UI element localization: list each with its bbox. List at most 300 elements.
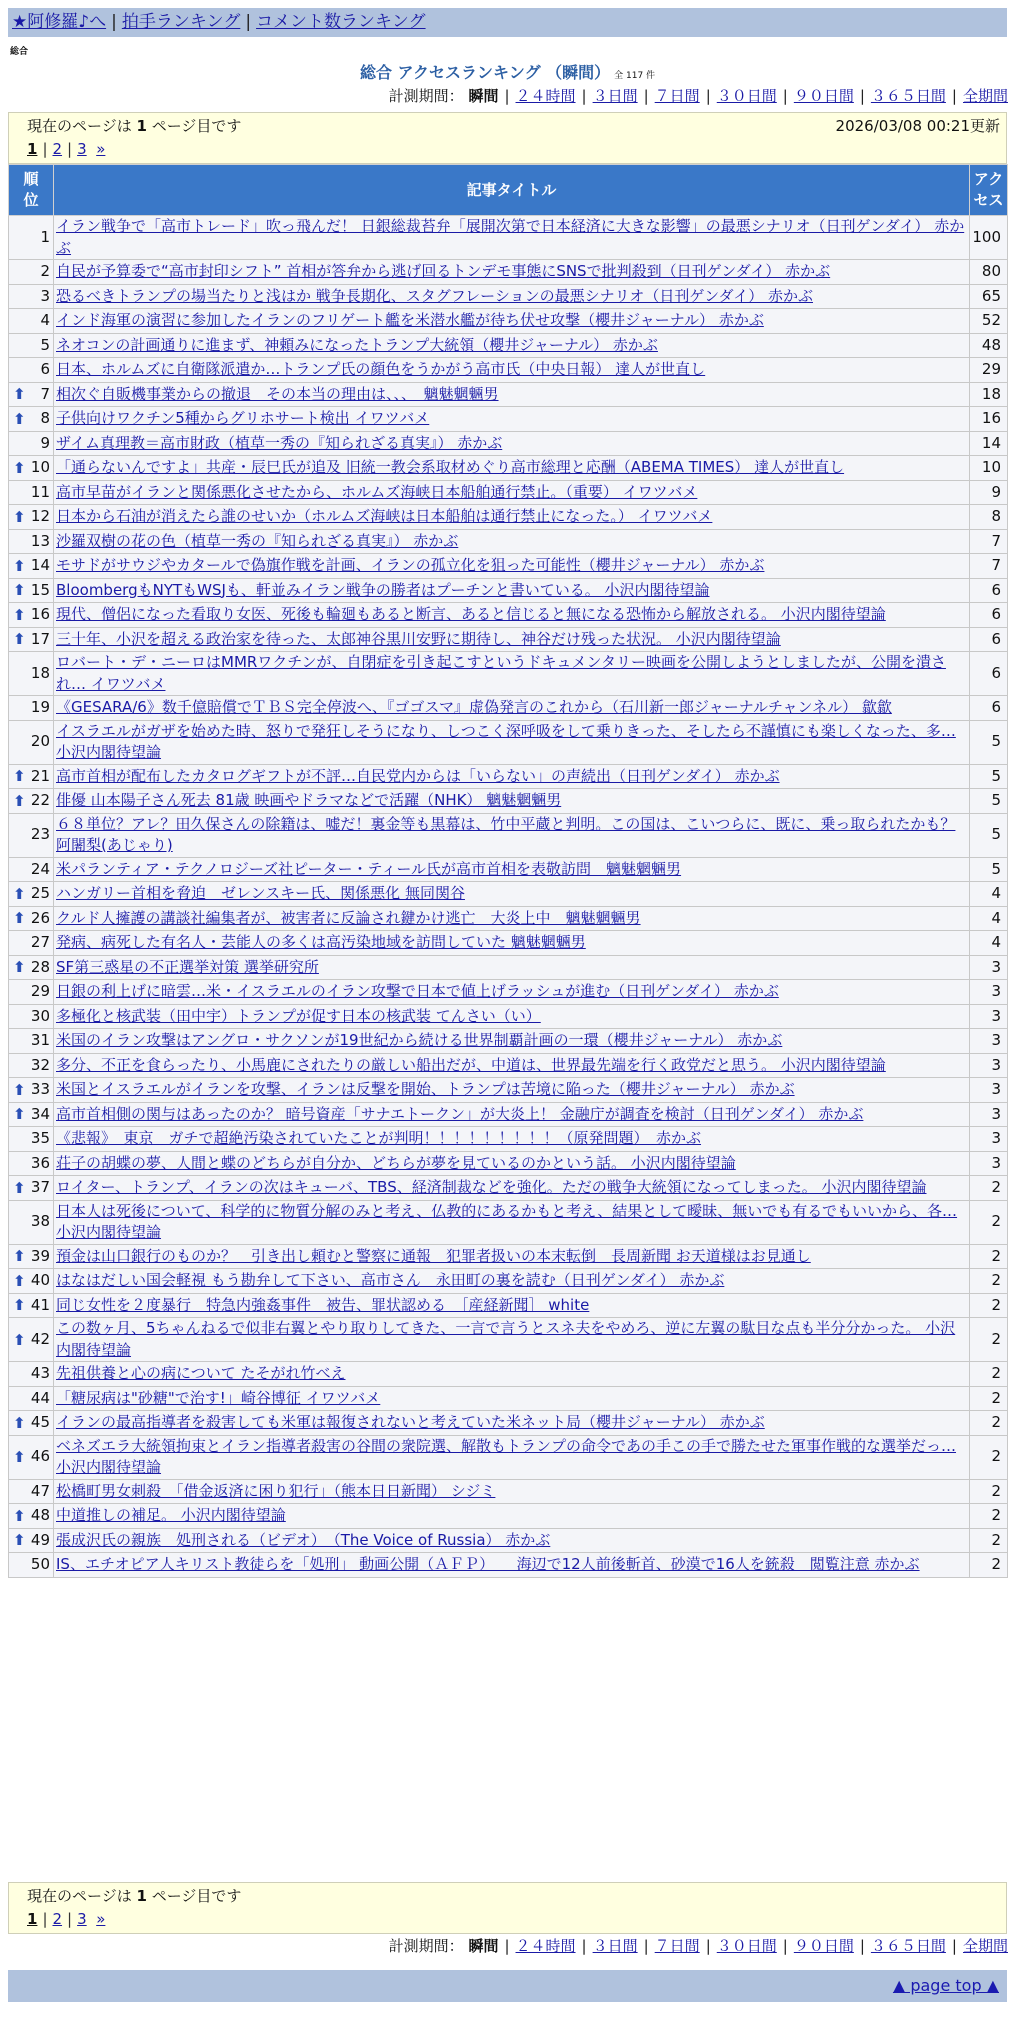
table-row	[9, 696, 1008, 721]
access-count: 2	[970, 1386, 1008, 1411]
rank-up-arrow-icon: ⬆	[13, 909, 26, 928]
access-count: 2	[970, 1411, 1008, 1436]
rank-number: 4	[40, 311, 50, 329]
title-cell	[54, 529, 970, 554]
article-title-link[interactable]: 中道推しの補足。 小沢内閣待望論	[56, 1506, 286, 1524]
title-cell	[54, 554, 970, 579]
access-count: 4	[970, 906, 1008, 931]
access-count: 3	[970, 1004, 1008, 1029]
access-count: 2	[970, 1553, 1008, 1578]
rank-number: 19	[30, 698, 50, 716]
table-row	[9, 1479, 1008, 1504]
rank-cell	[9, 1553, 54, 1578]
rank-cell	[9, 980, 54, 1005]
home-link[interactable]: ★阿修羅♪へ	[12, 12, 107, 32]
title-cell	[54, 1029, 970, 1054]
rank-number: 39	[30, 1246, 50, 1265]
period-link-90d[interactable]: ９０日間	[793, 1937, 854, 1955]
rank-up-arrow-icon: ⬆	[13, 630, 26, 649]
page-link-3[interactable]: 3	[77, 140, 87, 158]
rank-up-arrow-icon: ⬆	[13, 1178, 26, 1197]
table-header-row	[9, 165, 1008, 216]
article-title-link[interactable]: ６８単位？アレ？田久保さんの除籍は、嘘だ！裏金等も黒幕は、竹中平蔵と判明。この国は、こいつらに、既に、乗っ取られたかも？ 阿闍梨(あじゃり)	[56, 814, 956, 854]
rank-number: 46	[30, 1447, 50, 1466]
article-title-link[interactable]: 張成沢氏の親族 処刑される（ビデオ） （The Voice of Russia） 赤かぶ	[56, 1530, 551, 1549]
rank-number: 3	[40, 286, 50, 305]
rank-cell	[9, 1528, 54, 1553]
rank-cell	[9, 1244, 54, 1269]
article-title-link[interactable]: IS、エチオピア人キリスト教徒らを「処刑」 動画公開（ＡＦＰ） 海辺で12人前後斬首、砂漠で16人を銃殺 閲覧注意 赤かぶ	[56, 1555, 920, 1573]
article-title-link[interactable]: 同じ女性を２度暴行 特急内強姦事件 被告、罪状認める ［産経新聞］ white	[56, 1295, 590, 1314]
ranking-body	[9, 216, 1008, 1578]
rank-cell	[9, 1479, 54, 1504]
rank-number: 25	[30, 884, 50, 902]
title-cell	[54, 1386, 970, 1411]
rank-number: 42	[30, 1329, 50, 1348]
rank-number: 28	[30, 957, 50, 976]
access-count: 6	[970, 696, 1008, 721]
title-cell	[54, 764, 970, 789]
access-count: 52	[970, 309, 1008, 334]
title-cell	[54, 1269, 970, 1294]
title-cell	[54, 931, 970, 956]
article-title-link[interactable]: 多極化と核武装（田中宇）トランプが促す日本の核武装 てんさい（い）	[56, 1006, 541, 1025]
period-current: 瞬間	[468, 87, 499, 105]
rank-number: 18	[30, 663, 50, 682]
page-current: 1	[27, 1910, 38, 1928]
rank-cell	[9, 309, 54, 334]
table-row	[9, 284, 1008, 309]
period-label: 計測期間：	[388, 1937, 464, 1955]
access-count: 5	[970, 720, 1008, 764]
rank-cell	[9, 529, 54, 554]
article-title-link[interactable]: SF第三惑星の不正選挙対策 選挙研究所	[56, 957, 319, 976]
article-title-link[interactable]: 多分、不正を食らったり、小馬鹿にされたりの厳しい船出だが、中道は、世界最先端を行く政党だと思う。 小沢内閣待望論	[56, 1055, 886, 1074]
access-count: 6	[970, 627, 1008, 652]
title-cell	[54, 505, 970, 530]
rank-cell	[9, 906, 54, 931]
rank-up-arrow-icon: ⬆	[13, 409, 26, 428]
article-title-link[interactable]: 発病、病死した有名人・芸能人の多くは高汚染地域を訪問していた 魑魅魍魎男	[56, 933, 586, 951]
current-page-text: 現在のページは 1 ページ目です	[27, 117, 242, 135]
title-cell	[54, 284, 970, 309]
table-row	[9, 1269, 1008, 1294]
page-link-3[interactable]: 3	[77, 1910, 87, 1928]
rank-cell	[9, 1411, 54, 1436]
title-cell	[54, 1435, 970, 1479]
rank-cell	[9, 696, 54, 721]
rank-number: 7	[40, 384, 50, 403]
rank-number: 20	[30, 732, 50, 751]
page-next-link[interactable]: »	[96, 140, 106, 158]
table-row	[9, 578, 1008, 603]
title-cell	[54, 333, 970, 358]
rank-number: 16	[30, 605, 50, 623]
rank-number: 15	[30, 580, 50, 599]
table-row	[9, 382, 1008, 407]
rank-number: 12	[30, 507, 50, 525]
rank-number: 50	[30, 1555, 50, 1573]
rank-up-arrow-icon: ⬆	[13, 385, 26, 404]
rank-cell	[9, 554, 54, 579]
nav-separator: |	[245, 12, 252, 32]
title-cell	[54, 1244, 970, 1269]
title-cell	[54, 980, 970, 1005]
rank-cell	[9, 284, 54, 309]
access-count: 29	[970, 358, 1008, 383]
title-cell	[54, 603, 970, 628]
table-row	[9, 857, 1008, 882]
rank-number: 26	[30, 908, 50, 927]
table-row	[9, 603, 1008, 628]
page-link-2[interactable]: 2	[52, 1910, 63, 1928]
page-info-bottom	[8, 1882, 1007, 1934]
rank-cell	[9, 720, 54, 764]
article-title-link[interactable]: ロバート・デ・ニーロはMMRワクチンが、自閉症を引き起こすというドキュメンタリー映画を公開しようとしましたが、公開を潰され… イワツバメ	[56, 653, 946, 693]
applause-ranking-link[interactable]: 拍手ランキング	[121, 12, 241, 32]
rank-up-arrow-icon: ⬆	[13, 458, 26, 477]
header-title: 記事タイトル	[54, 165, 970, 216]
table-row	[9, 1176, 1008, 1201]
ranking-table	[8, 164, 1008, 1578]
access-count: 2	[970, 1528, 1008, 1553]
page-link-2[interactable]: 2	[52, 140, 63, 158]
title-cell	[54, 1318, 970, 1362]
period-link-7d[interactable]: ７日間	[654, 1937, 700, 1955]
period-link-3d[interactable]: ３日間	[592, 1937, 638, 1955]
nav-separator: |	[111, 12, 117, 32]
period-link-24h[interactable]: ２４時間	[515, 87, 576, 105]
table-row	[9, 720, 1008, 764]
title-cell	[54, 456, 970, 481]
title-cell	[54, 1078, 970, 1103]
rank-up-arrow-icon: ⬆	[13, 1247, 26, 1266]
article-title-link[interactable]: 子供向けワクチン5種からグリホサート検出 イワツバメ	[56, 409, 430, 427]
bottom-bar	[8, 1970, 1007, 2002]
rank-number: 21	[30, 766, 50, 785]
rank-cell	[9, 1127, 54, 1152]
access-count: 7	[970, 554, 1008, 579]
rank-cell	[9, 216, 54, 260]
rank-up-arrow-icon: ⬆	[13, 1506, 26, 1525]
article-title-link[interactable]: ロイター、トランプ、イランの次はキューバ、TBS、経済制裁などを強化。ただの戦争大統領になってしまった。 小沢内閣待望論	[56, 1178, 927, 1196]
article-title-link[interactable]: 沙羅双樹の花の色（植草一秀の『知られざる真実』） 赤かぶ	[56, 531, 459, 550]
pagination: 1 | 2 | 3 »	[27, 1910, 106, 1928]
table-row	[9, 813, 1008, 857]
table-row	[9, 1318, 1008, 1362]
title-cell	[54, 955, 970, 980]
access-count: 16	[970, 407, 1008, 432]
table-row	[9, 1244, 1008, 1269]
article-title-link[interactable]: 《悲報》 東京 ガチで超絶汚染されていたことが判明！！！！！！！！！（原発問題） 赤かぶ	[56, 1129, 702, 1147]
rank-number: 30	[30, 1006, 50, 1025]
rank-up-arrow-icon: ⬆	[13, 1448, 26, 1466]
rank-cell	[9, 431, 54, 456]
rank-cell	[9, 764, 54, 789]
rank-cell	[9, 260, 54, 285]
table-row	[9, 906, 1008, 931]
period-link-7d[interactable]: ７日間	[654, 87, 700, 105]
article-title-link[interactable]: 日本から石油が消えたら誰のせいか（ホルムズ海峡は日本船舶は通行禁止になった。） イワツバメ	[56, 507, 713, 525]
article-title-link[interactable]: 「糖尿病は"砂糖"で治す!」崎谷博征 イワツバメ	[56, 1388, 381, 1407]
table-row	[9, 407, 1008, 432]
rank-cell	[9, 1435, 54, 1479]
table-row	[9, 456, 1008, 481]
access-count: 3	[970, 1151, 1008, 1176]
access-count: 2	[970, 1200, 1008, 1244]
rank-cell	[9, 1029, 54, 1054]
rank-up-arrow-icon: ⬆	[13, 1330, 26, 1349]
table-row	[9, 1435, 1008, 1479]
ranking-title-text: 総合 アクセスランキング （瞬間）	[359, 63, 611, 82]
article-title-link[interactable]: ザイム真理教＝高市財政（植草一秀の『知られざる真実』） 赤かぶ	[56, 433, 503, 452]
period-link-30d[interactable]: ３０日間	[716, 87, 777, 105]
access-count: 14	[970, 431, 1008, 456]
rank-number: 44	[30, 1388, 50, 1407]
rank-number: 43	[30, 1364, 50, 1382]
table-row	[9, 1102, 1008, 1127]
access-count: 5	[970, 789, 1008, 814]
access-count: 4	[970, 882, 1008, 907]
article-title-link[interactable]: 《GESARA/6》数千億賠償でＴＢＳ完全停波へ、『ゴゴスマ』虚偽発言のこれから（石川新一郎ジャーナルチャンネル） 歙歙	[56, 698, 892, 716]
rank-up-arrow-icon: ⬆	[13, 1296, 26, 1315]
access-count: 5	[970, 764, 1008, 789]
rank-cell	[9, 1151, 54, 1176]
article-title-link[interactable]: 「通らないんですよ」共産・辰巳氏が追及 旧統一教会系取材めぐり高市総理と応酬（ABEMA TIMES） 達人が世直し	[56, 458, 845, 476]
period-link-all[interactable]: 全期間	[962, 1937, 1008, 1955]
rank-number: 8	[40, 409, 50, 427]
article-title-link[interactable]: イラン戦争で「高市トレード」吹っ飛んだ！ 日銀総裁苔弁「展開次第で日本経済に大きな影響」の最悪シナリオ（日刊ゲンダイ） 赤かぶ	[56, 217, 965, 257]
period-selector-top: 計測期間： 瞬間 | ２４時間 | ３日間 | ７日間 | ３０日間 | ９０日間 | ３６５日間 | 全期間	[388, 87, 1008, 105]
access-count: 100	[970, 216, 1008, 260]
rank-number: 47	[30, 1481, 50, 1500]
table-row	[9, 652, 1008, 696]
article-title-link[interactable]: BloombergもNYTもWSJも、軒並みイラン戦争の勝者はプーチンと書いている。 小沢内閣待望論	[56, 580, 710, 599]
period-link-365d[interactable]: ３６５日間	[870, 87, 946, 105]
title-cell	[54, 813, 970, 857]
article-title-link[interactable]: 自民が予算委で“高市封印シフト” 首相が答弁から逃げ回るトンデモ事態にSNSで批判殺到（日刊ゲンダイ） 赤かぶ	[56, 262, 831, 280]
access-count: 6	[970, 652, 1008, 696]
access-count: 2	[970, 1269, 1008, 1294]
comment-ranking-link[interactable]: コメント数ランキング	[256, 12, 426, 32]
title-cell	[54, 1053, 970, 1078]
article-title-link[interactable]: 三十年、小沢を超える政治家を待った、太郎神谷黒川安野に期待し、神谷だけ残った状況。 小沢内閣待望論	[56, 629, 781, 648]
rank-number: 38	[30, 1212, 50, 1231]
period-link-24h[interactable]: ２４時間	[515, 1937, 576, 1955]
access-count: 2	[970, 1479, 1008, 1504]
title-cell	[54, 1411, 970, 1436]
title-cell	[54, 1293, 970, 1318]
article-title-link[interactable]: 日銀の利上げに暗雲…米・イスラエルのイラン攻撃で日本で値上げラッシュが進む（日刊ゲンダイ） 赤かぶ	[56, 982, 779, 1000]
rank-number: 5	[40, 335, 50, 354]
access-count: 5	[970, 813, 1008, 857]
article-title-link[interactable]: はなはだしい国会軽視 もう勘弁して下さい、高市さん 永田町の裏を読む（日刊ゲンダイ） 赤かぶ	[56, 1271, 725, 1289]
article-title-link[interactable]: 先祖供養と心の病について たそがれ竹べえ	[56, 1364, 346, 1382]
table-row	[9, 1504, 1008, 1529]
rank-number: 29	[30, 982, 50, 1000]
rank-number: 36	[30, 1153, 50, 1172]
article-title-link[interactable]: インド海軍の演習に参加したイランのフリゲート艦を米潜水艦が待ち伏せ攻撃（櫻井ジャーナル） 赤かぶ	[56, 311, 764, 329]
article-title-link[interactable]: ネオコンの計画通りに進まず、神頼みになったトランプ大統領（櫻井ジャーナル） 赤かぶ	[56, 335, 658, 354]
access-count: 3	[970, 1078, 1008, 1103]
top-nav-bar	[8, 8, 1007, 37]
table-row	[9, 431, 1008, 456]
title-cell	[54, 1176, 970, 1201]
rank-cell	[9, 1176, 54, 1201]
rank-cell	[9, 1362, 54, 1387]
access-count: 6	[970, 578, 1008, 603]
table-row	[9, 1293, 1008, 1318]
rank-cell	[9, 1004, 54, 1029]
period-current: 瞬間	[468, 1937, 499, 1955]
access-count: 2	[970, 1293, 1008, 1318]
access-count: 3	[970, 1053, 1008, 1078]
access-count: 2	[970, 1244, 1008, 1269]
rank-number: 45	[30, 1413, 50, 1431]
rank-number: 41	[30, 1295, 50, 1314]
access-count: 3	[970, 1102, 1008, 1127]
rank-cell	[9, 456, 54, 481]
period-label: 計測期間：	[388, 87, 464, 105]
table-row	[9, 260, 1008, 285]
period-link-90d[interactable]: ９０日間	[793, 87, 854, 105]
rank-up-arrow-icon: ⬆	[13, 958, 26, 977]
rank-number: 49	[30, 1530, 50, 1549]
article-title-link[interactable]: 米パランティア・テクノロジーズ社ピーター・ティール氏が高市首相を表敬訪問 魑魅魍魎男	[56, 859, 682, 878]
table-row	[9, 505, 1008, 530]
period-link-all[interactable]: 全期間	[962, 87, 1008, 105]
access-count: 2	[970, 1318, 1008, 1362]
period-link-3d[interactable]: ３日間	[592, 87, 638, 105]
title-cell	[54, 857, 970, 882]
total-count: 全 117 件	[614, 71, 656, 81]
rank-up-arrow-icon: ⬆	[13, 1271, 26, 1290]
article-title-link[interactable]: イスラエルがガザを始めた時、怒りで発狂しそうになり、しつこく深呼吸をして乗りきった、そしたら不謹慎にも楽しくなった、多… 小沢内閣待望論	[56, 721, 956, 761]
article-title-link[interactable]: 米国のイラン攻撃はアングロ・サクソンが19世紀から続ける世界制覇計画の一環（櫻井ジャーナル） 赤かぶ	[56, 1031, 783, 1049]
ranking-title	[0, 62, 1015, 87]
rank-cell	[9, 1386, 54, 1411]
article-title-link[interactable]: 荘子の胡蝶の夢、人間と蝶のどちらが自分か、どちらが夢を見ているのかという話。 小沢内閣待望論	[56, 1153, 736, 1172]
updated-time: 2026/03/08 00:21更新	[835, 117, 1000, 135]
access-count: 2	[970, 1176, 1008, 1201]
rank-up-arrow-icon: ⬆	[13, 884, 26, 903]
title-cell	[54, 1151, 970, 1176]
title-cell	[54, 1362, 970, 1387]
article-title-link[interactable]: 日本、ホルムズに自衛隊派遣か…トランプ氏の顔色をうかがう高市氏（中央日報） 達人が世直し	[56, 360, 706, 378]
title-cell	[54, 407, 970, 432]
table-row	[9, 333, 1008, 358]
header-access: アクセス	[970, 165, 1008, 216]
rank-number: 10	[30, 458, 50, 476]
pagination: 1 | 2 | 3 »	[27, 140, 106, 158]
article-title-link[interactable]: 相次ぐ自販機事業からの撤退 その本当の理由は、、、 魑魅魍魎男	[56, 384, 499, 403]
access-count: 9	[970, 480, 1008, 505]
rank-cell	[9, 1102, 54, 1127]
access-count: 5	[970, 857, 1008, 882]
access-count: 80	[970, 260, 1008, 285]
access-count: 3	[970, 980, 1008, 1005]
title-cell	[54, 431, 970, 456]
title-cell	[54, 1553, 970, 1578]
article-title-link[interactable]: クルド人擁護の講談社編集者が、被害者に反論され鍵かけ逃亡 大炎上中 魑魅魍魎男	[56, 908, 641, 927]
rank-cell	[9, 955, 54, 980]
rank-cell	[9, 1318, 54, 1362]
page-top-link[interactable]: ▲ page top ▲	[892, 1976, 999, 1995]
table-row	[9, 789, 1008, 814]
rank-up-arrow-icon: ⬆	[13, 1531, 26, 1550]
title-cell	[54, 216, 970, 260]
article-title-link[interactable]: ベネズエラ大統領拘束とイラン指導者殺害の谷間の衆院選、解散もトランプの命令であの手この手で勝たせた軍事作戦的な選挙だっ… 小沢内閣待望論	[56, 1436, 957, 1476]
rank-cell	[9, 1504, 54, 1529]
title-cell	[54, 627, 970, 652]
title-cell	[54, 578, 970, 603]
article-title-link[interactable]: イランの最高指導者を殺害しても米軍は報復されないと考えていた米ネット局（櫻井ジャーナル） 赤かぶ	[56, 1413, 765, 1431]
article-title-link[interactable]: 俳優 山本陽子さん死去 81歳 映画やドラマなどで活躍（NHK） 魑魅魍魎男	[56, 791, 562, 809]
access-count: 3	[970, 1029, 1008, 1054]
table-row	[9, 1078, 1008, 1103]
rank-cell	[9, 578, 54, 603]
access-count: 10	[970, 456, 1008, 481]
rank-up-arrow-icon: ⬆	[13, 767, 26, 786]
rank-up-arrow-icon: ⬆	[13, 605, 26, 624]
rank-number: 24	[30, 859, 50, 878]
table-row	[9, 1151, 1008, 1176]
title-cell	[54, 906, 970, 931]
article-title-link[interactable]: 現代、僧侶になった看取り女医、死後も輪廻もあると断言、あると信じると無になる恐怖から解放される。 小沢内閣待望論	[56, 605, 886, 623]
access-count: 48	[970, 333, 1008, 358]
rank-cell	[9, 480, 54, 505]
article-title-link[interactable]: 恐るべきトランプの場当たりと浅はか 戦争長期化、スタグフレーションの最悪シナリオ（日刊ゲンダイ） 赤かぶ	[56, 286, 813, 305]
period-link-365d[interactable]: ３６５日間	[870, 1937, 946, 1955]
page-next-link[interactable]: »	[96, 1910, 106, 1928]
article-title-link[interactable]: この数ヶ月、5ちゃんねるで似非右翼とやり取りしてきた、一言で言うとスネ夫をやめろ、逆に左翼の駄目な点も半分分かった。 小沢内閣待望論	[56, 1319, 956, 1359]
access-count: 4	[970, 931, 1008, 956]
title-cell	[54, 1479, 970, 1504]
period-link-30d[interactable]: ３０日間	[716, 1937, 777, 1955]
article-title-link[interactable]: 日本人は死後について、科学的に物質分解のみと考え、仏教的にあるかもと考え、結果として曖昧、無いでも有るでもいいから、各… 小沢内閣待望論	[56, 1201, 958, 1241]
rank-number: 48	[30, 1506, 50, 1524]
article-title-link[interactable]: 松橋町男女刺殺 「借金返済に困り犯行」（熊本日日新聞） シジミ	[56, 1481, 496, 1500]
table-row	[9, 882, 1008, 907]
table-row	[9, 980, 1008, 1005]
article-title-link[interactable]: 高市首相が配布したカタログギフトが不評…自民党内からは「いらない」の声続出（日刊ゲンダイ） 赤かぶ	[56, 766, 780, 785]
title-cell	[54, 260, 970, 285]
access-count: 3	[970, 955, 1008, 980]
title-cell	[54, 1528, 970, 1553]
article-title-link[interactable]: 高市首相側の関与はあったのか？ 暗号資産「サナエトークン」が大炎上！ 金融庁が調査を検討（日刊ゲンダイ） 赤かぶ	[56, 1104, 864, 1123]
table-row	[9, 216, 1008, 260]
rank-cell	[9, 358, 54, 383]
table-row	[9, 1386, 1008, 1411]
rank-number: 14	[30, 556, 50, 574]
title-cell	[54, 382, 970, 407]
rank-number: 27	[30, 933, 50, 951]
title-cell	[54, 1004, 970, 1029]
rank-number: 6	[40, 360, 50, 378]
title-cell	[54, 652, 970, 696]
rank-cell	[9, 505, 54, 530]
article-title-link[interactable]: モサドがサウジやカタールで偽旗作戦を計画、イランの孤立化を狙った可能性（櫻井ジャーナル） 赤かぶ	[56, 556, 765, 574]
article-title-link[interactable]: 高市早苗がイランと関係悪化させたから、ホルムズ海峡日本船舶通行禁止。（重要） イワツバメ	[56, 482, 698, 501]
article-title-link[interactable]: 米国とイスラエルがイランを攻撃、イランは反撃を開始、トランプは苦境に陥った（櫻井ジャーナル） 赤かぶ	[56, 1080, 795, 1098]
rank-number: 32	[30, 1055, 50, 1074]
title-cell	[54, 789, 970, 814]
table-row	[9, 955, 1008, 980]
rank-number: 34	[30, 1104, 50, 1123]
article-title-link[interactable]: 預金は山口銀行のものか？ 引き出し頼むと警察に通報 犯罪者扱いの本末転倒 長周新聞 お天道様はお見通し	[56, 1246, 811, 1265]
table-row	[9, 627, 1008, 652]
article-title-link[interactable]: ハンガリー首相を脅迫 ゼレンスキー氏、関係悪化 無同関谷	[56, 884, 465, 902]
